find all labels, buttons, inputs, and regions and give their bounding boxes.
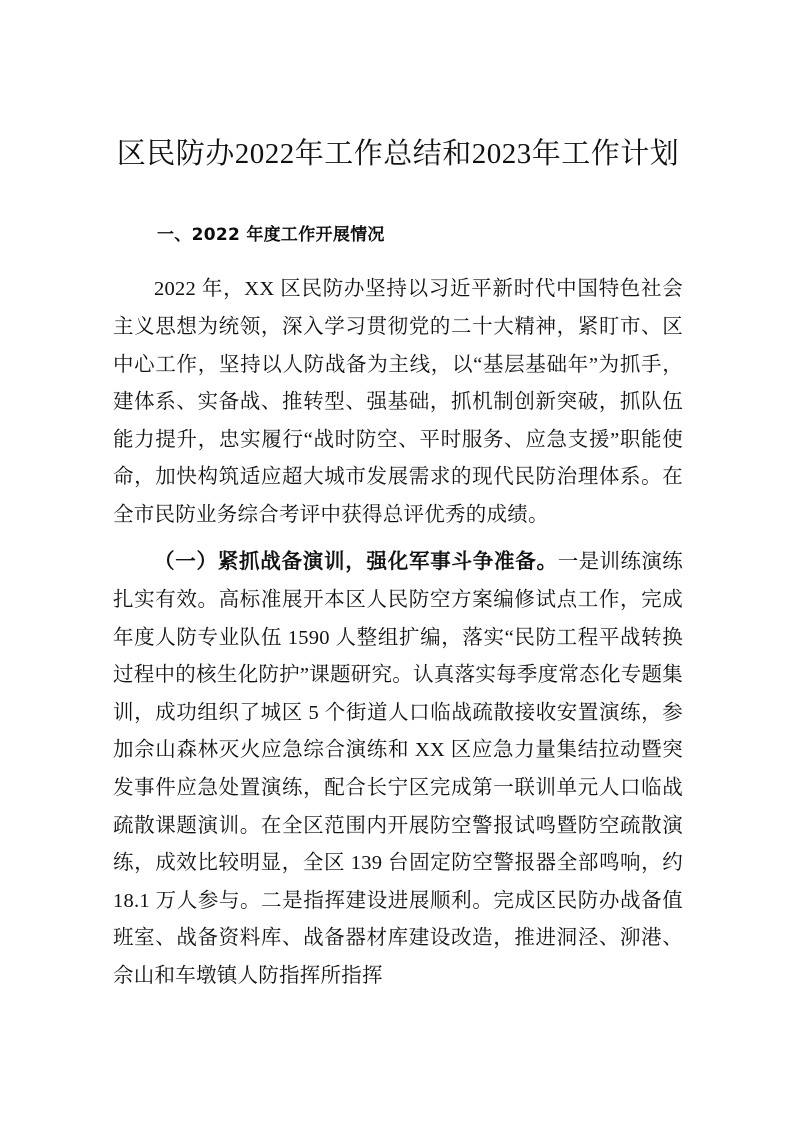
page-text-column <box>113 0 683 996</box>
paragraph-subsection-one <box>113 534 683 995</box>
subsection-body-text: 一是训练演练扎实有效。高标准展开本区人民防空方案编修试点工作，完成年度人防专业队伍 1590 人整组扩编，落实“民防工程平战转换过程中的核生化防护”课题研究。认真落实每季度常态化专题集训，成功组织了城区 5 个街道人口临战疏散接收安置演练，参加佘山森林灭火应急综合演练和 XX 区应急力量集结拉动暨突发事件应急处置演练，配合长宁区完成第一联训单元人口临战疏散课题演训。在全区范围内开展防空警报试鸣暨防空疏散演练，成效比较明显，全区 139 台固定防空警报器全部鸣响，约 18.1 万人参与。二是指挥建设进展顺利。完成区民防办战备值班室、战备资料库、战备器材库建设改造，推进洞泾、泖港、佘山和车墩镇人防指挥所指挥 <box>113 551 683 987</box>
subsection-lead-label: （一）紧抓战备演训，强化军事斗争准备。 <box>154 551 558 574</box>
page-title: 区民防办2022年工作总结和2023年工作计划 <box>116 138 680 170</box>
section-heading-level-1: 一、2022 年度工作开展情况 <box>157 224 385 245</box>
paragraph-overview: 2022 年，XX 区民防办坚持以习近平新时代中国特色社会主义思想为统领，深入学习贯彻党的二十大精神，紧盯市、区中心工作，坚持以人防战备为主线，以“基层基础年”为抓手，建体系、实备战、推转型、强基础，抓机制创新突破，抓队伍能力提升，忠实履行“战时防空、平时服务、应急支援”职能使命，加快构筑适应超大城市发展需求的现代民防治理体系。在全市民防业务综合考评中获得总评优秀的成绩。 <box>113 278 683 526</box>
